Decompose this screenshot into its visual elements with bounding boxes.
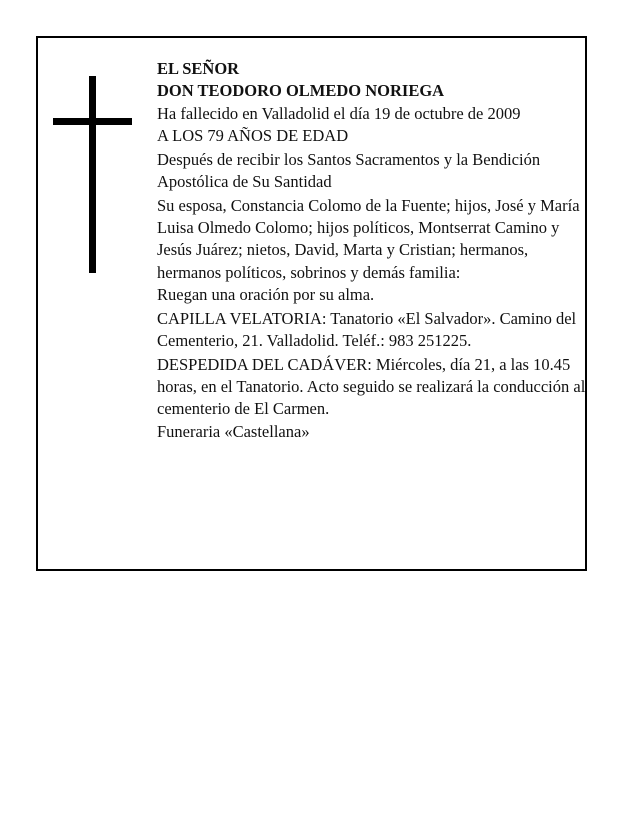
heading: EL SEÑOR — [157, 59, 240, 78]
farewell: DESPEDIDA DEL CADÁVER: Miércoles, día 21, a las 10.45 horas, en el Tanatorio. Acto seguido se realizará la conducción al cementerio de El Carmen. — [157, 354, 586, 419]
sacraments: Después de recibir los Santos Sacramentos y la Bendición Apostólica de Su Santidad — [157, 149, 541, 191]
prayer: Ruegan una oración por su alma. — [157, 284, 375, 304]
funeral-home: Funeraria «Castellana» — [157, 421, 310, 441]
obituary-frame — [36, 36, 587, 571]
cross-icon — [89, 76, 96, 273]
deceased-name: DON TEODORO OLMEDO NORIEGA — [157, 81, 445, 101]
age: A LOS 79 AÑOS DE EDAD — [157, 125, 349, 145]
obituary-text — [157, 58, 587, 443]
cross-icon-crossbar — [53, 118, 132, 125]
family: Su esposa, Constancia Colomo de la Fuente; hijos, José y María Luisa Olmedo Colomo; hijos políticos, Montserrat Camino y Jesús Juárez; nietos, David, Marta y Cristian; hermanos, hermanos políticos, sobrinos y demás familia: — [157, 195, 580, 282]
chapel: CAPILLA VELATORIA: Tanatorio «El Salvador». Camino del Cementerio, 21. Valladolid. Teléf.: 983 251225. — [157, 308, 577, 351]
death-notice: Ha fallecido en Valladolid el día 19 de octubre de 2009 — [157, 103, 521, 123]
